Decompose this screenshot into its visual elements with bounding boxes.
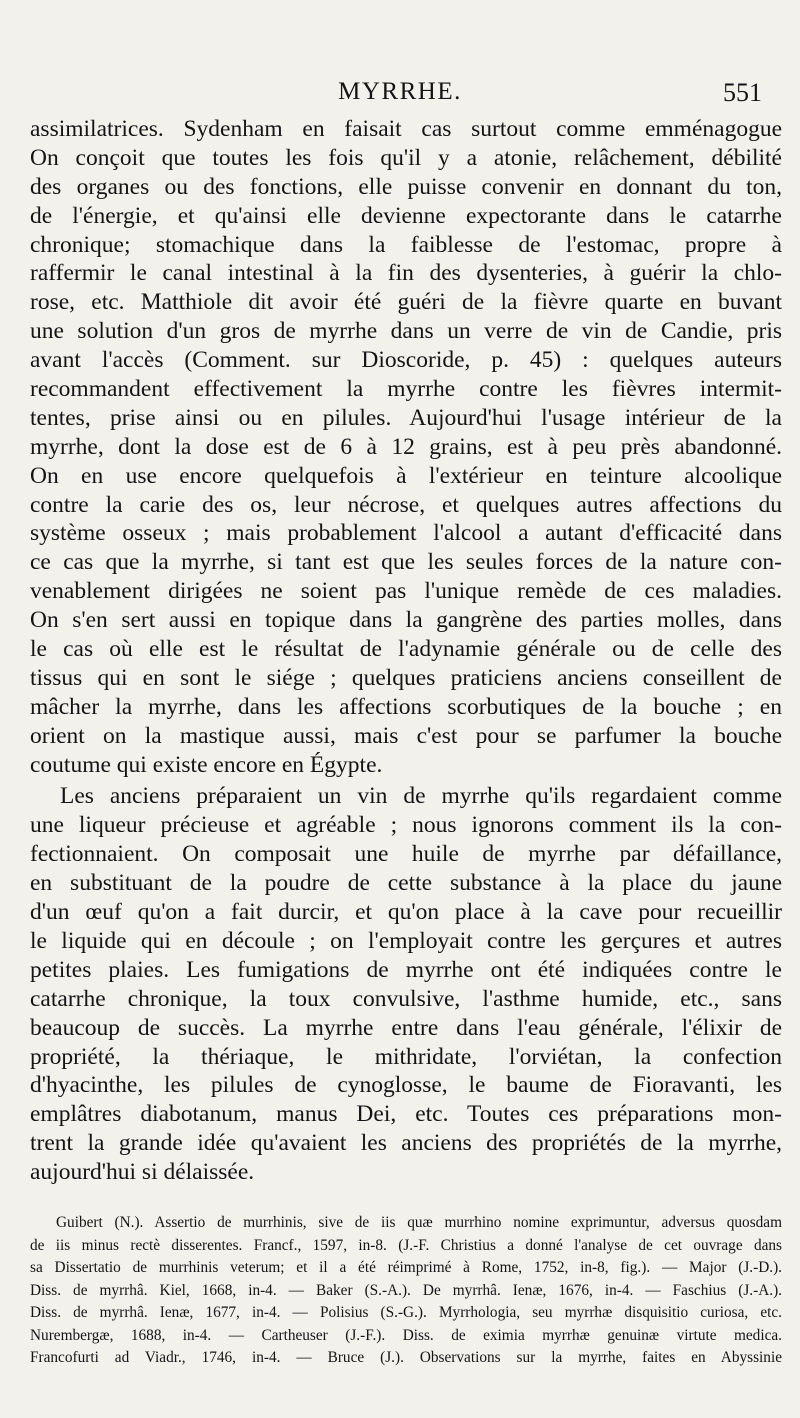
text-line: une solution d'un gros de myrrhe dans un verre de vin de Candie, pris	[30, 318, 782, 345]
text-line: beaucoup de succès. La myrrhe entre dans l'eau générale, l'élixir de	[30, 1014, 782, 1041]
note-line: Diss. de myrrhâ. Kiel, 1668, in-4. — Baker (S.-A.). De myrrhâ. Ienæ, 1676, in-4. — Faschius (J.-A.).	[30, 1281, 782, 1299]
text-line: ce cas que la myrrhe, si tant est que les seules forces de la nature con-	[30, 549, 782, 576]
text-line: tissus qui en sont le siége ; quelques praticiens anciens conseillent de	[30, 664, 782, 691]
note-line: Diss. de myrrhâ. Ienæ, 1677, in-4. — Polisius (S.-G.). Myrrhologia, seu myrrhæ disquisitio curiosa, etc.	[30, 1304, 782, 1321]
text-line: emplâtres diabotanum, manus Dei, etc. Toutes ces préparations mon-	[30, 1101, 782, 1128]
text-line: trent la grande idée qu'avaient les anciens des propriétés de la myrrhe,	[30, 1130, 782, 1157]
text-line: recommandent effectivement la myrrhe contre les fièvres intermit-	[30, 376, 782, 403]
text-line: contre la carie des os, leur nécrose, et quelques autres affections du	[30, 491, 782, 518]
text-line: chronique; stomachique dans la faiblesse de l'estomac, propre à	[30, 231, 782, 258]
text-line: d'hyacinthe, les pilules de cynoglosse, le baume de Fioravanti, les	[30, 1072, 782, 1099]
text-line: orient on la mastique aussi, mais c'est pour se parfumer la bouche	[30, 722, 782, 749]
text-line: myrrhe, dont la dose est de 6 à 12 grains, est à peu près abandonné.	[30, 433, 782, 460]
text-line: le liquide qui en découle ; on l'employait contre les gerçures et autres	[30, 927, 782, 954]
text-line: fectionnaient. On composait une huile de myrrhe par défaillance,	[30, 841, 782, 868]
text-line: On s'en sert aussi en topique dans la gangrène des parties molles, dans	[30, 607, 782, 634]
text-line: mâcher la myrrhe, dans les affections scorbutiques de la bouche ; en	[30, 693, 782, 720]
running-title: MYRRHE.	[338, 78, 462, 105]
text-line: petites plaies. Les fumigations de myrrhe ont été indiquées contre le	[30, 956, 782, 983]
paragraph-end-line: coutume qui existe encore en Égypte.	[30, 751, 383, 778]
text-line: des organes ou des fonctions, elle puisse convenir en donnant du ton,	[30, 173, 782, 200]
note-line: sa Dissertatio de murrhinis veterum; et il a été réimprimé à Rome, 1752, in-8, fig.). — Major (J.-D.).	[30, 1259, 782, 1276]
main-text	[30, 115, 782, 1187]
note-line: de iis minus rectè disserentes. Francf., 1597, in-8. (J.-F. Christius a donné l'analyse de cet ouvrage dans	[30, 1236, 782, 1254]
text-line: On en use encore quelquefois à l'extérieur en teinture alcoolique	[30, 462, 782, 489]
text-line: une liqueur précieuse et agréable ; nous ignorons comment ils la con-	[30, 812, 782, 839]
text-line: avant l'accès (Comment. sur Dioscoride, p. 45) : quelques auteurs	[30, 347, 782, 374]
text-line: système osseux ; mais probablement l'alcool a autant d'efficacité dans	[30, 520, 782, 547]
note-line: Nurembergæ, 1688, in-4. — Cartheuser (J.-F.). Diss. de eximia myrrhæ genuinæ virtute medica.	[30, 1326, 782, 1344]
text-line: On conçoit que toutes les fois qu'il y a atonie, relâchement, débilité	[30, 144, 782, 171]
text-line: assimilatrices. Sydenham en faisait cas surtout comme emménagogue	[30, 116, 782, 142]
text-line: rose, etc. Matthiole dit avoir été guéri de la fièvre quarte en buvant	[30, 289, 782, 316]
text-line: venablement dirigées ne soient pas l'unique remède de ces maladies.	[30, 578, 782, 605]
note-line: Francofurti ad Viadr., 1746, in-4. — Bruce (J.). Observations sur la myrrhe, faites en Abyssinie	[30, 1349, 782, 1366]
bibliography-notes	[30, 1212, 782, 1370]
text-line: Les anciens préparaient un vin de myrrhe qu'ils regardaient comme	[60, 783, 782, 810]
text-line: raffermir le canal intestinal à la fin des dysenteries, à guérir la chlo-	[30, 260, 782, 287]
text-line: de l'énergie, et qu'ainsi elle devienne expectorante dans le catarrhe	[30, 202, 782, 229]
text-line: en substituant de la poudre de cette substance à la place du jaune	[30, 870, 782, 897]
text-line: d'un œuf qu'on a fait durcir, et qu'on place à la cave pour recueillir	[30, 899, 782, 926]
paragraph-end-line: aujourd'hui si délaissée.	[30, 1159, 255, 1186]
text-line: catarrhe chronique, la toux convulsive, l'asthme humide, etc., sans	[30, 985, 782, 1012]
text-line: tentes, prise ainsi ou en pilules. Aujourd'hui l'usage intérieur de la	[30, 404, 782, 431]
page-number: 551	[723, 78, 762, 107]
note-line: Guibert (N.). Assertio de murrhinis, sive de iis quæ murrhino nomine exprimuntur, adversus quosdam	[56, 1214, 782, 1231]
text-line: propriété, la thériaque, le mithridate, l'orviétan, la confection	[30, 1043, 782, 1070]
page-header	[0, 78, 800, 118]
text-line: le cas où elle est le résultat de l'adynamie générale ou de celle des	[30, 636, 782, 663]
